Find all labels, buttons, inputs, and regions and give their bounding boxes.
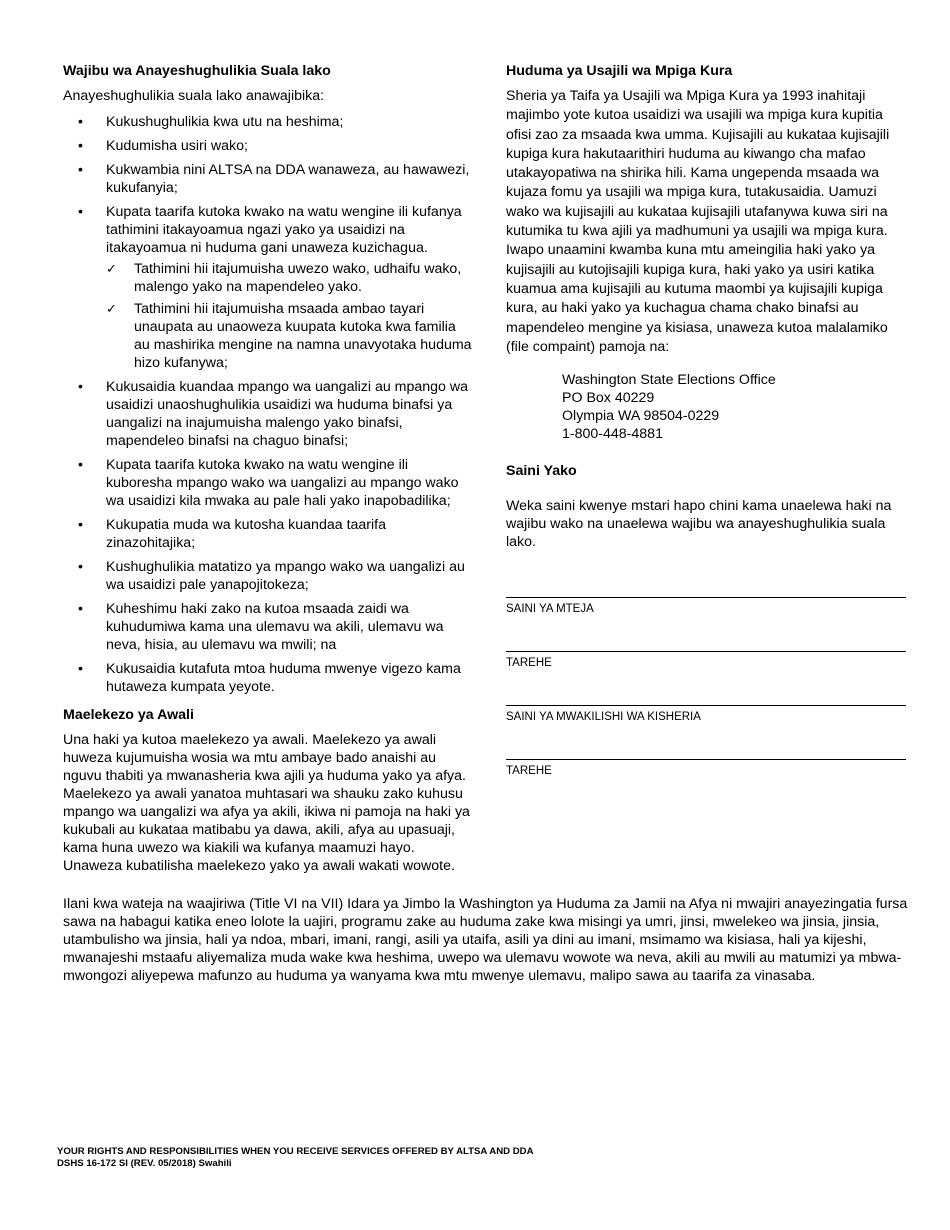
list-item: • Kukushughulikia kwa utu na heshima; xyxy=(63,113,473,131)
signature-line xyxy=(506,597,906,598)
sublist-item xyxy=(106,300,473,372)
signature-line xyxy=(506,705,906,706)
signature-instructions: Weka saini kwenye mstari hapo chini kama unaelewa haki na wajibu wako na unaelewa wajibu wa anayeshughulikia suala lako. xyxy=(506,498,892,551)
list-item: • Kushughulikia matatizo ya mpango wako wa uangalizi au wa usaidizi pale yanapojitokeza; xyxy=(63,558,473,594)
field-label: SAINI YA MWAKILISHI WA KISHERIA xyxy=(506,711,701,724)
checkmark-icon: ✓ xyxy=(106,301,117,316)
footer-title: YOUR RIGHTS AND RESPONSIBILITIES WHEN YOU RECEIVE SERVICES OFFERED BY ALTSA AND DDA xyxy=(57,1146,534,1157)
list-item: • Kukupatia muda wa kutosha kuandaa taarifa zinazohitajika; xyxy=(63,516,473,552)
list-item: • Kuheshimu haki zako na kutoa msaada zaidi wa kuhudumiwa kama una ulemavu wa akili, ulemavu wa neva, hisia, au ulemavu wa mwili; na xyxy=(63,600,473,654)
elections-office-address xyxy=(562,371,906,443)
voter-registration-text: Sheria ya Taifa ya Usajili wa Mpiga Kura ya 1993 inahitaji majimbo yote kutoa usaidizi wa usajili wa mpiga kura kupitia ofisi zao za msaada kwa umma. Kujisajili au kukataa kujisajili kupiga kura hakutaarithiri huduma au kiwango cha mafao utakayopatiwa na shirika hili. Kama ungependa msaada wa kujaza fomu ya usajili wa mpiga kura, tutakusaidia. Uamuzi wako wa kujisajili au kukataa kujisajili utafanywa kuwa siri na kutumika tu kwa ajili ya madhumuni ya usajili wa mpiga kura. Iwapo unaamini kwamba kuna mtu ameingilia haki yako ya kujisajili au kutojisajili kupiga kura, haki yako ya usiri katika kuamua ama kujisajili au kutuma maombi ya kujisajili kupiga kura, au haki yako ya kuchagua chama chako binafsi au mapendeleo mengine ya kisiasa, unaweza kutoa malalamiko (file compaint) pamoja na: xyxy=(506,88,890,355)
field-label: TAREHE xyxy=(506,765,552,778)
advance-directives-heading: Maelekezo ya Awali xyxy=(63,707,194,723)
list-item: • Kukusaidia kutafuta mtoa huduma mwenye vigezo kama hutaweza kumpata yeyote. xyxy=(63,660,473,696)
checkmark-icon: ✓ xyxy=(106,261,117,276)
field-label: TAREHE xyxy=(506,657,552,670)
sublist-item xyxy=(106,260,473,296)
voter-registration-heading: Huduma ya Usajili wa Mpiga Kura xyxy=(506,63,733,79)
field-label: SAINI YA MTEJA xyxy=(506,603,594,616)
signature-line xyxy=(506,759,906,760)
address-line: PO Box 40229 xyxy=(562,390,655,407)
sublist-item-text: Tathimini hii itajumuisha uwezo wako, udhaifu wako, malengo yako na mapendeleo yako. xyxy=(134,261,462,295)
list-item: • Kudumisha usiri wako; xyxy=(63,137,473,155)
list-item: • Kupata taarifa kutoka kwako na watu wengine ili kuboresha mpango wako wa uangalizi au mpango wako wa usaidizi kila mwaka au pale hali yako inapobadilika; xyxy=(63,456,473,510)
address-phone: 1-800-448-4881 xyxy=(562,426,663,443)
client-date-field[interactable] xyxy=(506,635,906,689)
list-item: • Kukusaidia kuandaa mpango wa uangalizi au mpango wa usaidizi unaoshughulikia usaidizi wa huduma binafsi ya uangalizi na inajumuisha malengo yako binafsi, mapendeleo binafsi na chaguo binafsi; xyxy=(63,378,473,450)
list-item: • Kukwambia nini ALTSA na DDA wanaweza, au hawawezi, kukufanyia; xyxy=(63,161,473,197)
client-signature-field[interactable] xyxy=(506,581,906,635)
address-line: Olympia WA 98504-0229 xyxy=(562,408,720,425)
case-manager-heading: Wajibu wa Anayeshughulikia Suala lako xyxy=(63,63,331,79)
list-item-text: Kupata taarifa kutoka kwako na watu wengine ili kufanya tathimini itakayoamua ngazi yako ya usaidizi na itakayoamua ni huduma gani unaweza kuzichagua. xyxy=(106,204,462,256)
responsibilities-list xyxy=(63,113,473,696)
legal-representative-signature-field[interactable] xyxy=(506,689,906,743)
right-column xyxy=(506,62,906,797)
list-item xyxy=(63,203,473,372)
case-manager-intro: Anayeshughulikia suala lako anawajibika: xyxy=(63,88,325,104)
address-line: Washington State Elections Office xyxy=(562,372,776,389)
assessment-sublist xyxy=(106,260,473,372)
nondiscrimination-notice: Ilani kwa wateja na waajiriwa (Title VI na VII) Idara ya Jimbo la Washington ya Huduma za Jamii na Afya ni mwajiri anayezingatia fursa sawa na habagui katika eneo lolote la uajiri, programu zake au huduma zake kwa misingi ya umri, jinsi, mwelekeo wa jinsia, jinsia, utambulisho wa jinsia, hali ya ndoa, mbari, imani, rangi, asili ya utaifa, asili ya dini au imani, msimamo wa kisiasa, hali ya kijeshi, mwanajeshi mstaafu aliyemaliza muda wake kwa heshima, uwepo wa ulemavu wowote wa neva, akili au mwili au matumizi ya mbwa-mwongozi aliyepewa mafunzo au huduma ya wanyama kwa mtu mwenye ulemavu, malipo sawa au taarifa za vinasaba. xyxy=(63,896,908,984)
signature-section xyxy=(506,581,906,797)
left-column xyxy=(63,62,473,875)
advance-directives-text: Una haki ya kutoa maelekezo ya awali. Maelekezo ya awali huweza kujumuisha wosia wa mtu ambaye bado anaishi au nguvu thabiti ya mwanasheria kwa ajili ya huduma yako ya afya. Maelekezo ya awali yanatoa muhtasari wa shauku zako kuhusu mpango wa uangalizi wa afya ya akili, ikiwa ni pamoja na haki ya kukubali au kukataa matibabu ya dawa, akili, afya au upasuaji, kama huna uwezo wa kiakili wa kufanya maamuzi hayo. Unaweza kubatilisha maelekezo yako ya awali wakati wowote. xyxy=(63,732,470,874)
sublist-item-text: Tathimini hii itajumuisha msaada ambao tayari unaupata au unaoweza kuupata kutoka kwa familia au mashirika mengine na namna unavyotaka huduma hizo kufanywa; xyxy=(134,301,472,371)
form-footer xyxy=(57,1146,534,1170)
form-number: DSHS 16-172 SI (REV. 05/2018) Swahili xyxy=(57,1158,232,1169)
signature-heading: Saini Yako xyxy=(506,463,577,480)
representative-date-field[interactable] xyxy=(506,743,906,797)
signature-line xyxy=(506,651,906,652)
